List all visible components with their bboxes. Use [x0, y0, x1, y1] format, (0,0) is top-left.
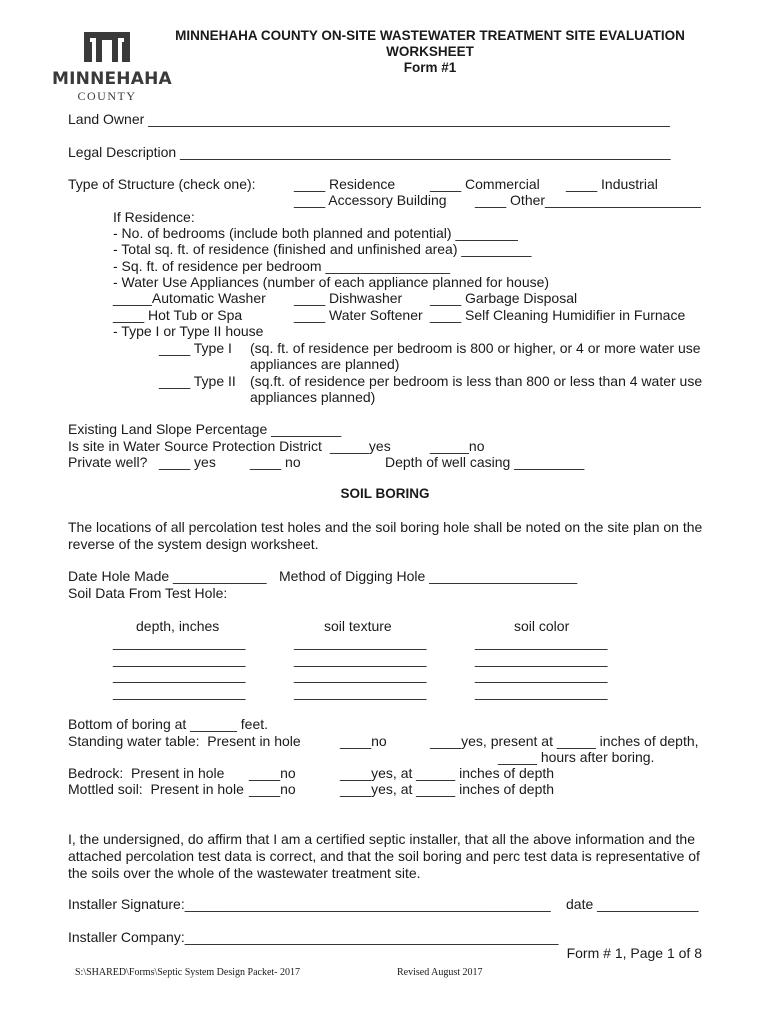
depth-entry-field[interactable]: _________________ [113, 634, 246, 650]
form-title-line3: Form #1 [403, 60, 457, 75]
digging-method-field[interactable]: Method of Digging Hole ___________________ [279, 568, 578, 584]
file-path: S:\SHARED\Forms\Septic System Design Packet- 2017 [75, 967, 300, 978]
if-residence-heading: If Residence: [113, 209, 195, 225]
total-sqft-field[interactable]: - Total sq. ft. of residence (finished and unfinished area) _________ [113, 241, 532, 257]
certification-statement: I, the undersigned, do affirm that I am a certified septic installer, that all the above information and the attached percolation test data is correct, and that the soil boring and perc test data is representative of the soils over the whole of the wastewater treatment site. [68, 831, 700, 881]
color-entry-field[interactable]: _________________ [475, 667, 608, 683]
form-title-line1: MINNEHAHA COUNTY ON-SITE WASTEWATER TREATMENT SITE EVALUATION [175, 28, 685, 43]
color-entry-field[interactable]: _________________ [475, 684, 608, 700]
industrial-checkbox[interactable]: ____ Industrial [566, 176, 658, 192]
color-column-header: soil color [514, 618, 570, 634]
type1-description-cont: appliances are planned) [250, 356, 400, 372]
soil-boring-intro: The locations of all percolation test holes and the soil boring hole shall be noted on the site plan on the reverse of the system design worksheet. [68, 519, 703, 552]
depth-entry-field[interactable]: _________________ [113, 684, 246, 700]
type2-description: (sq.ft. of residence per bedroom is less than 800 or less than 4 water use [250, 373, 703, 389]
depth-entry-field[interactable]: _________________ [113, 651, 246, 667]
revision-date: Revised August 2017 [397, 967, 483, 978]
commercial-checkbox[interactable]: ____ Commercial [430, 176, 540, 192]
standing-water-no-checkbox[interactable]: ____no [340, 733, 387, 749]
texture-entry-field[interactable]: _________________ [294, 651, 427, 667]
hot-tub-field[interactable]: ____ Hot Tub or Spa [113, 307, 243, 323]
bedrock-yes-field[interactable]: ____yes, at _____ inches of depth [340, 765, 555, 781]
type2-checkbox[interactable]: ____ Type II [159, 373, 236, 389]
well-yes-checkbox[interactable]: ____ yes [159, 454, 216, 470]
garbage-disposal-field[interactable]: ____ Garbage Disposal [430, 290, 578, 306]
structure-type-label: Type of Structure (check one): [68, 176, 256, 192]
protection-district-label: Is site in Water Source Protection District [68, 438, 322, 454]
soil-boring-heading: SOIL BORING [340, 486, 430, 501]
soil-data-label: Soil Data From Test Hole: [68, 585, 228, 601]
washer-field[interactable]: _____Automatic Washer [113, 290, 266, 306]
standing-water-yes-field[interactable]: ____yes, present at _____ inches of depth, [430, 733, 699, 749]
texture-entry-field[interactable]: _________________ [294, 684, 427, 700]
well-casing-depth-field[interactable]: Depth of well casing _________ [385, 454, 585, 470]
bedrooms-field[interactable]: - No. of bedrooms (include both planned and potential) ________ [113, 225, 518, 241]
accessory-building-checkbox[interactable]: ____ Accessory Building [294, 192, 447, 208]
mottled-soil-label: Mottled soil: Present in hole [68, 781, 244, 797]
color-entry-field[interactable]: _________________ [475, 651, 608, 667]
installer-company-field[interactable]: Installer Company:________________________________________________ [68, 929, 559, 945]
dishwasher-field[interactable]: ____ Dishwasher [294, 290, 403, 306]
mottled-yes-field[interactable]: ____yes, at _____ inches of depth [340, 781, 555, 797]
type2-description-cont: appliances planned) [250, 389, 376, 405]
standing-water-label: Standing water table: Present in hole [68, 733, 301, 749]
color-entry-field[interactable]: _________________ [475, 634, 608, 650]
water-softener-field[interactable]: ____ Water Softener [294, 307, 423, 323]
mottled-no-checkbox[interactable]: ____no [249, 781, 296, 797]
other-structure-field[interactable]: ____ Other____________________ [475, 192, 701, 208]
protection-yes-checkbox[interactable]: _____yes [330, 438, 391, 454]
protection-no-checkbox[interactable]: _____no [430, 438, 485, 454]
legal-description-field[interactable]: Legal Description _______________________________________________________________ [68, 144, 671, 160]
type1-checkbox[interactable]: ____ Type I [159, 340, 232, 356]
page-number: Form # 1, Page 1 of 8 [566, 945, 702, 961]
sqft-per-bedroom-field[interactable]: - Sq. ft. of residence per bedroom ________________ [113, 258, 451, 274]
depth-column-header: depth, inches [136, 618, 220, 634]
land-slope-field[interactable]: Existing Land Slope Percentage _________ [68, 421, 342, 437]
residence-checkbox[interactable]: ____ Residence [294, 176, 396, 192]
form-title-line2: WORKSHEET [386, 44, 474, 59]
signature-date-field[interactable]: date _____________ [566, 896, 699, 912]
land-owner-field[interactable]: Land Owner ___________________________________________________________________ [68, 111, 670, 127]
standing-water-hours-field[interactable]: _____ hours after boring. [498, 749, 655, 765]
humidifier-field[interactable]: ____ Self Cleaning Humidifier in Furnace [430, 307, 686, 323]
well-no-checkbox[interactable]: ____ no [250, 454, 301, 470]
installer-signature-field[interactable]: Installer Signature:_______________________________________________ [68, 896, 551, 912]
texture-entry-field[interactable]: _________________ [294, 667, 427, 683]
house-type-heading: - Type I or Type II house [113, 323, 264, 339]
appliances-heading: - Water Use Appliances (number of each appliance planned for house) [113, 274, 550, 290]
date-hole-made-field[interactable]: Date Hole Made ____________ [68, 568, 267, 584]
bedrock-label: Bedrock: Present in hole [68, 765, 225, 781]
logo-county-text: COUNTY [77, 89, 137, 103]
logo-wordmark: MINNEHAHA [52, 69, 172, 89]
boring-bottom-field[interactable]: Bottom of boring at ______ feet. [68, 716, 269, 732]
private-well-label: Private well? [68, 454, 148, 470]
texture-entry-field[interactable]: _________________ [294, 634, 427, 650]
texture-column-header: soil texture [324, 618, 392, 634]
type1-description: (sq. ft. of residence per bedroom is 800 or higher, or 4 or more water use [250, 340, 701, 356]
bedrock-no-checkbox[interactable]: ____no [249, 765, 296, 781]
depth-entry-field[interactable]: _________________ [113, 667, 246, 683]
